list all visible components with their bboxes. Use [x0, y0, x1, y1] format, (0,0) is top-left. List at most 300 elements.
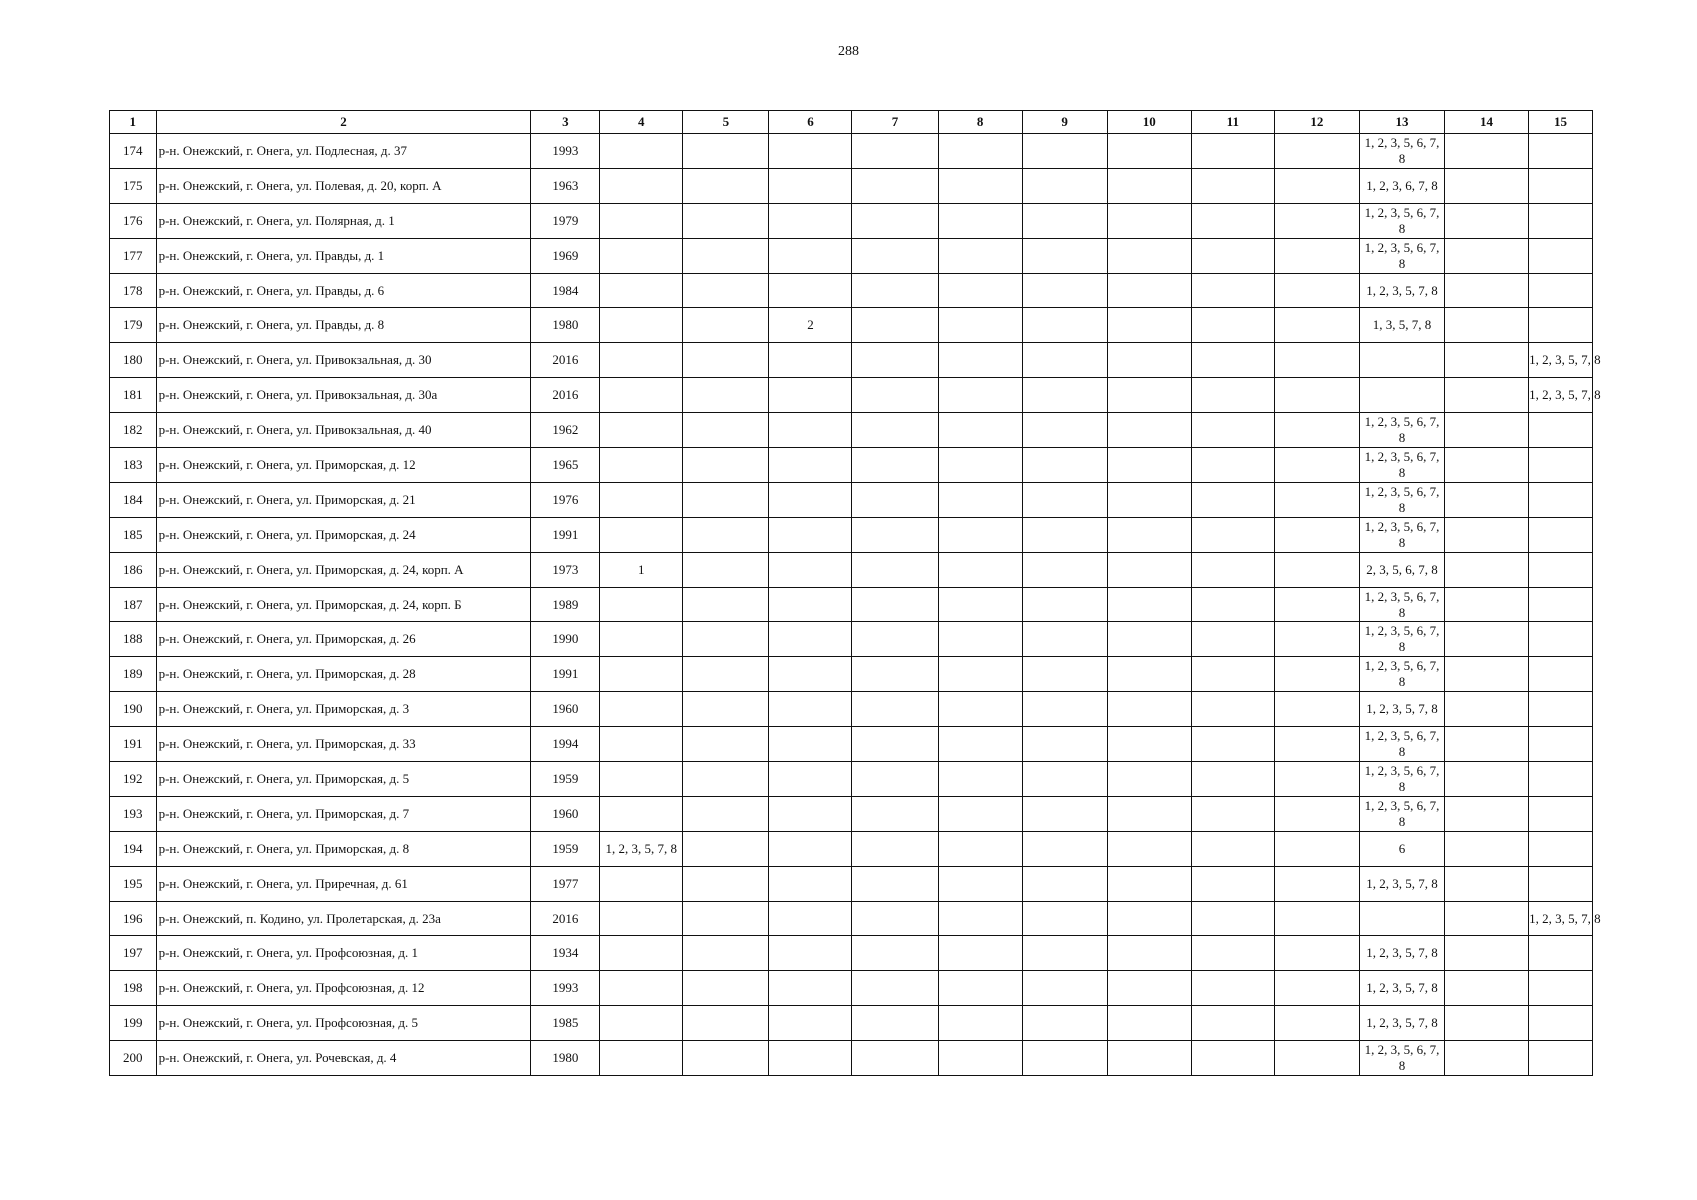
empty-cell [1107, 413, 1191, 448]
empty-cell [852, 134, 938, 169]
empty-cell [1445, 762, 1529, 797]
empty-cell [1274, 413, 1359, 448]
col6-cell [769, 831, 852, 866]
empty-cell [852, 622, 938, 657]
empty-cell [683, 936, 769, 971]
table-row [110, 831, 1593, 866]
column-header: 15 [1529, 111, 1593, 134]
empty-cell [852, 936, 938, 971]
empty-cell [1191, 727, 1274, 762]
empty-cell [852, 796, 938, 831]
col4-cell [600, 692, 683, 727]
col4-cell [600, 308, 683, 343]
col13-cell: 1, 2, 3, 5, 6, 7, 8 [1359, 238, 1444, 273]
col13-cell: 1, 2, 3, 5, 7, 8 [1359, 936, 1444, 971]
col15-cell [1529, 134, 1593, 169]
col15-cell [1529, 1006, 1593, 1041]
col13-cell [1359, 378, 1444, 413]
col15-cell [1529, 203, 1593, 238]
col6-cell [769, 273, 852, 308]
column-header: 7 [852, 111, 938, 134]
col6-cell [769, 657, 852, 692]
column-header: 13 [1359, 111, 1444, 134]
empty-cell [1445, 482, 1529, 517]
empty-cell [1022, 1041, 1107, 1076]
year-cell: 1959 [531, 831, 600, 866]
empty-cell [1191, 203, 1274, 238]
col15-cell [1529, 866, 1593, 901]
col6-cell [769, 413, 852, 448]
empty-cell [683, 692, 769, 727]
column-header: 14 [1445, 111, 1529, 134]
empty-cell [1191, 413, 1274, 448]
empty-cell [1191, 657, 1274, 692]
row-number-cell: 197 [110, 936, 157, 971]
column-header: 12 [1274, 111, 1359, 134]
empty-cell [938, 273, 1022, 308]
col13-cell: 1, 2, 3, 5, 7, 8 [1359, 866, 1444, 901]
empty-cell [1022, 517, 1107, 552]
col6-cell [769, 517, 852, 552]
empty-cell [1107, 657, 1191, 692]
col6-cell [769, 134, 852, 169]
empty-cell [1445, 273, 1529, 308]
empty-cell [852, 168, 938, 203]
col13-cell: 6 [1359, 831, 1444, 866]
empty-cell [852, 1041, 938, 1076]
year-cell: 1994 [531, 727, 600, 762]
address-cell: р-н. Онежский, г. Онега, ул. Приморская, д. 33 [156, 727, 531, 762]
empty-cell [1274, 378, 1359, 413]
year-cell: 1976 [531, 482, 600, 517]
empty-cell [938, 936, 1022, 971]
empty-cell [1191, 762, 1274, 797]
address-cell: р-н. Онежский, г. Онега, ул. Профсоюзная, д. 1 [156, 936, 531, 971]
empty-cell [938, 831, 1022, 866]
col15-cell [1529, 448, 1593, 483]
empty-cell [683, 727, 769, 762]
empty-cell [852, 413, 938, 448]
col13-cell: 1, 2, 3, 5, 6, 7, 8 [1359, 587, 1444, 622]
address-cell: р-н. Онежский, г. Онега, ул. Приречная, д. 61 [156, 866, 531, 901]
empty-cell [852, 587, 938, 622]
empty-cell [1191, 168, 1274, 203]
empty-cell [683, 413, 769, 448]
year-cell: 1965 [531, 448, 600, 483]
col15-cell: 1, 2, 3, 5, 7, 8 [1529, 378, 1593, 413]
empty-cell [1107, 587, 1191, 622]
empty-cell [683, 622, 769, 657]
empty-cell [1274, 901, 1359, 936]
empty-cell [683, 134, 769, 169]
col15-cell [1529, 168, 1593, 203]
year-cell: 2016 [531, 343, 600, 378]
empty-cell [1191, 517, 1274, 552]
empty-cell [683, 866, 769, 901]
row-number-cell: 181 [110, 378, 157, 413]
empty-cell [1107, 796, 1191, 831]
empty-cell [1022, 622, 1107, 657]
empty-cell [1274, 727, 1359, 762]
col15-cell: 1, 2, 3, 5, 7, 8 [1529, 343, 1593, 378]
empty-cell [1107, 622, 1191, 657]
empty-cell [1022, 448, 1107, 483]
col13-cell: 1, 2, 3, 5, 6, 7, 8 [1359, 203, 1444, 238]
empty-cell [852, 308, 938, 343]
empty-cell [683, 657, 769, 692]
year-cell: 1991 [531, 657, 600, 692]
table-row [110, 448, 1593, 483]
year-cell: 1989 [531, 587, 600, 622]
address-cell: р-н. Онежский, г. Онега, ул. Привокзальная, д. 30 [156, 343, 531, 378]
empty-cell [852, 552, 938, 587]
empty-cell [1191, 378, 1274, 413]
year-cell: 1977 [531, 866, 600, 901]
col13-cell: 1, 2, 3, 5, 7, 8 [1359, 692, 1444, 727]
table-body [110, 134, 1601, 1076]
address-cell: р-н. Онежский, п. Кодино, ул. Пролетарская, д. 23а [156, 901, 531, 936]
year-cell: 1959 [531, 762, 600, 797]
row-number-cell: 183 [110, 448, 157, 483]
col15-cell [1529, 796, 1593, 831]
empty-cell [1022, 657, 1107, 692]
col6-cell [769, 622, 852, 657]
row-number-cell: 190 [110, 692, 157, 727]
empty-cell [938, 168, 1022, 203]
empty-cell [938, 134, 1022, 169]
table-row [110, 901, 1593, 936]
year-cell: 1960 [531, 796, 600, 831]
buildings-table [109, 110, 1601, 1076]
column-header: 1 [110, 111, 157, 134]
empty-cell [1445, 657, 1529, 692]
empty-cell [852, 238, 938, 273]
col4-cell [600, 517, 683, 552]
col4-cell [600, 482, 683, 517]
col15-cell [1529, 308, 1593, 343]
col4-cell [600, 1006, 683, 1041]
col13-cell: 1, 2, 3, 5, 6, 7, 8 [1359, 413, 1444, 448]
empty-cell [1191, 308, 1274, 343]
empty-cell [683, 971, 769, 1006]
row-number-cell: 200 [110, 1041, 157, 1076]
year-cell: 1963 [531, 168, 600, 203]
empty-cell [1274, 831, 1359, 866]
table-row [110, 203, 1593, 238]
col15-cell [1529, 517, 1593, 552]
empty-cell [852, 727, 938, 762]
empty-cell [1191, 482, 1274, 517]
empty-cell [1445, 343, 1529, 378]
empty-cell [1445, 971, 1529, 1006]
address-cell: р-н. Онежский, г. Онега, ул. Приморская, д. 26 [156, 622, 531, 657]
empty-cell [852, 517, 938, 552]
address-cell: р-н. Онежский, г. Онега, ул. Привокзальная, д. 40 [156, 413, 531, 448]
year-cell: 1934 [531, 936, 600, 971]
empty-cell [1107, 273, 1191, 308]
col15-cell [1529, 971, 1593, 1006]
empty-cell [1107, 448, 1191, 483]
empty-cell [1107, 203, 1191, 238]
empty-cell [1191, 831, 1274, 866]
empty-cell [683, 448, 769, 483]
header-row [110, 111, 1593, 134]
address-cell: р-н. Онежский, г. Онега, ул. Приморская, д. 24 [156, 517, 531, 552]
col4-cell [600, 866, 683, 901]
col15-cell [1529, 413, 1593, 448]
column-header: 5 [683, 111, 769, 134]
address-cell: р-н. Онежский, г. Онега, ул. Приморская, д. 21 [156, 482, 531, 517]
col4-cell [600, 448, 683, 483]
address-cell: р-н. Онежский, г. Онега, ул. Рочевская, д. 4 [156, 1041, 531, 1076]
col6-cell [769, 727, 852, 762]
empty-cell [1274, 482, 1359, 517]
address-cell: р-н. Онежский, г. Онега, ул. Подлесная, д. 37 [156, 134, 531, 169]
empty-cell [1274, 971, 1359, 1006]
col4-cell [600, 134, 683, 169]
empty-cell [1022, 1006, 1107, 1041]
empty-cell [1107, 134, 1191, 169]
page-number: 288 [838, 44, 859, 59]
empty-cell [1022, 831, 1107, 866]
col6-cell [769, 587, 852, 622]
column-header: 3 [531, 111, 600, 134]
row-number-cell: 196 [110, 901, 157, 936]
column-header: 2 [156, 111, 531, 134]
table-row [110, 308, 1593, 343]
year-cell: 1993 [531, 134, 600, 169]
column-header: 11 [1191, 111, 1274, 134]
address-cell: р-н. Онежский, г. Онега, ул. Полярная, д. 1 [156, 203, 531, 238]
empty-cell [1191, 343, 1274, 378]
address-cell: р-н. Онежский, г. Онега, ул. Приморская, д. 3 [156, 692, 531, 727]
col4-cell [600, 343, 683, 378]
col15-cell [1529, 762, 1593, 797]
col13-cell: 1, 2, 3, 5, 6, 7, 8 [1359, 134, 1444, 169]
row-number-cell: 195 [110, 866, 157, 901]
empty-cell [1191, 238, 1274, 273]
empty-cell [683, 552, 769, 587]
col13-cell [1359, 343, 1444, 378]
year-cell: 1979 [531, 203, 600, 238]
row-number-cell: 191 [110, 727, 157, 762]
empty-cell [1274, 552, 1359, 587]
col6-cell [769, 762, 852, 797]
empty-cell [1022, 866, 1107, 901]
empty-cell [1274, 762, 1359, 797]
empty-cell [852, 657, 938, 692]
empty-cell [1445, 1041, 1529, 1076]
col13-cell: 1, 2, 3, 5, 6, 7, 8 [1359, 727, 1444, 762]
empty-cell [1445, 866, 1529, 901]
table-row [110, 343, 1593, 378]
empty-cell [1274, 936, 1359, 971]
year-cell: 1991 [531, 517, 600, 552]
col4-cell: 1, 2, 3, 5, 7, 8 [600, 831, 683, 866]
empty-cell [1022, 343, 1107, 378]
address-cell: р-н. Онежский, г. Онега, ул. Приморская, д. 24, корп. Б [156, 587, 531, 622]
year-cell: 1980 [531, 1041, 600, 1076]
empty-cell [938, 1006, 1022, 1041]
column-header: 9 [1022, 111, 1107, 134]
year-cell: 1980 [531, 308, 600, 343]
table-row [110, 378, 1593, 413]
empty-cell [1022, 587, 1107, 622]
year-cell: 1962 [531, 413, 600, 448]
column-header: 10 [1107, 111, 1191, 134]
empty-cell [1022, 134, 1107, 169]
address-cell: р-н. Онежский, г. Онега, ул. Приморская, д. 8 [156, 831, 531, 866]
col15-cell [1529, 482, 1593, 517]
row-number-cell: 177 [110, 238, 157, 273]
empty-cell [1445, 448, 1529, 483]
empty-cell [1191, 901, 1274, 936]
col6-cell [769, 1041, 852, 1076]
empty-cell [1191, 866, 1274, 901]
empty-cell [938, 308, 1022, 343]
table-row [110, 727, 1593, 762]
table-row [110, 413, 1593, 448]
empty-cell [1107, 1041, 1191, 1076]
row-number-cell: 188 [110, 622, 157, 657]
table-row [110, 657, 1593, 692]
empty-cell [1445, 134, 1529, 169]
empty-cell [1274, 238, 1359, 273]
empty-cell [1445, 796, 1529, 831]
col15-cell [1529, 622, 1593, 657]
empty-cell [1445, 587, 1529, 622]
empty-cell [852, 866, 938, 901]
col13-cell: 2, 3, 5, 6, 7, 8 [1359, 552, 1444, 587]
table-row [110, 273, 1593, 308]
row-number-cell: 192 [110, 762, 157, 797]
row-number-cell: 174 [110, 134, 157, 169]
empty-cell [938, 1041, 1022, 1076]
empty-cell [683, 1006, 769, 1041]
col4-cell [600, 901, 683, 936]
table-row [110, 587, 1593, 622]
empty-cell [1191, 692, 1274, 727]
empty-cell [852, 831, 938, 866]
empty-cell [683, 587, 769, 622]
empty-cell [852, 1006, 938, 1041]
col4-cell [600, 378, 683, 413]
year-cell: 1990 [531, 622, 600, 657]
col4-cell [600, 203, 683, 238]
empty-cell [1107, 692, 1191, 727]
empty-cell [938, 727, 1022, 762]
empty-cell [1191, 448, 1274, 483]
address-cell: р-н. Онежский, г. Онега, ул. Приморская, д. 28 [156, 657, 531, 692]
col6-cell [769, 971, 852, 1006]
empty-cell [683, 168, 769, 203]
empty-cell [1274, 517, 1359, 552]
col6-cell [769, 796, 852, 831]
empty-cell [1445, 552, 1529, 587]
col4-cell [600, 1041, 683, 1076]
empty-cell [1022, 378, 1107, 413]
empty-cell [1022, 936, 1107, 971]
col15-cell [1529, 273, 1593, 308]
col15-cell: 1, 2, 3, 5, 7, 8 [1529, 901, 1593, 936]
empty-cell [683, 238, 769, 273]
col13-cell: 1, 2, 3, 5, 6, 7, 8 [1359, 482, 1444, 517]
empty-cell [938, 448, 1022, 483]
empty-cell [852, 901, 938, 936]
empty-cell [1191, 1006, 1274, 1041]
row-number-cell: 194 [110, 831, 157, 866]
col4-cell [600, 796, 683, 831]
empty-cell [1445, 308, 1529, 343]
empty-cell [683, 1041, 769, 1076]
empty-cell [852, 762, 938, 797]
empty-cell [938, 657, 1022, 692]
row-number-cell: 175 [110, 168, 157, 203]
col6-cell [769, 866, 852, 901]
empty-cell [1445, 936, 1529, 971]
empty-cell [1107, 168, 1191, 203]
empty-cell [938, 482, 1022, 517]
table-row [110, 238, 1593, 273]
address-cell: р-н. Онежский, г. Онега, ул. Полевая, д. 20, корп. А [156, 168, 531, 203]
col15-cell [1529, 936, 1593, 971]
column-header: 8 [938, 111, 1022, 134]
empty-cell [938, 866, 1022, 901]
col4-cell [600, 273, 683, 308]
empty-cell [1022, 482, 1107, 517]
empty-cell [938, 796, 1022, 831]
col6-cell: 2 [769, 308, 852, 343]
year-cell: 1973 [531, 552, 600, 587]
empty-cell [1274, 134, 1359, 169]
row-number-cell: 198 [110, 971, 157, 1006]
empty-cell [938, 238, 1022, 273]
col13-cell: 1, 2, 3, 5, 6, 7, 8 [1359, 796, 1444, 831]
col13-cell: 1, 2, 3, 5, 6, 7, 8 [1359, 1041, 1444, 1076]
empty-cell [683, 796, 769, 831]
empty-cell [1445, 413, 1529, 448]
col6-cell [769, 343, 852, 378]
col13-cell: 1, 2, 3, 5, 6, 7, 8 [1359, 622, 1444, 657]
empty-cell [938, 901, 1022, 936]
empty-cell [852, 343, 938, 378]
empty-cell [683, 273, 769, 308]
empty-cell [1191, 552, 1274, 587]
empty-cell [1022, 413, 1107, 448]
col6-cell [769, 1006, 852, 1041]
empty-cell [1191, 134, 1274, 169]
address-cell: р-н. Онежский, г. Онега, ул. Приморская, д. 12 [156, 448, 531, 483]
row-number-cell: 182 [110, 413, 157, 448]
col13-cell [1359, 901, 1444, 936]
empty-cell [1107, 552, 1191, 587]
empty-cell [1022, 692, 1107, 727]
col13-cell: 1, 2, 3, 5, 7, 8 [1359, 273, 1444, 308]
empty-cell [1445, 238, 1529, 273]
table-row [110, 692, 1593, 727]
table-row [110, 1041, 1593, 1076]
table-row [110, 134, 1593, 169]
empty-cell [938, 552, 1022, 587]
col13-cell: 1, 2, 3, 6, 7, 8 [1359, 168, 1444, 203]
year-cell: 2016 [531, 378, 600, 413]
empty-cell [1022, 727, 1107, 762]
empty-cell [1022, 273, 1107, 308]
empty-cell [1274, 692, 1359, 727]
empty-cell [852, 692, 938, 727]
address-cell: р-н. Онежский, г. Онега, ул. Приморская, д. 5 [156, 762, 531, 797]
empty-cell [938, 762, 1022, 797]
